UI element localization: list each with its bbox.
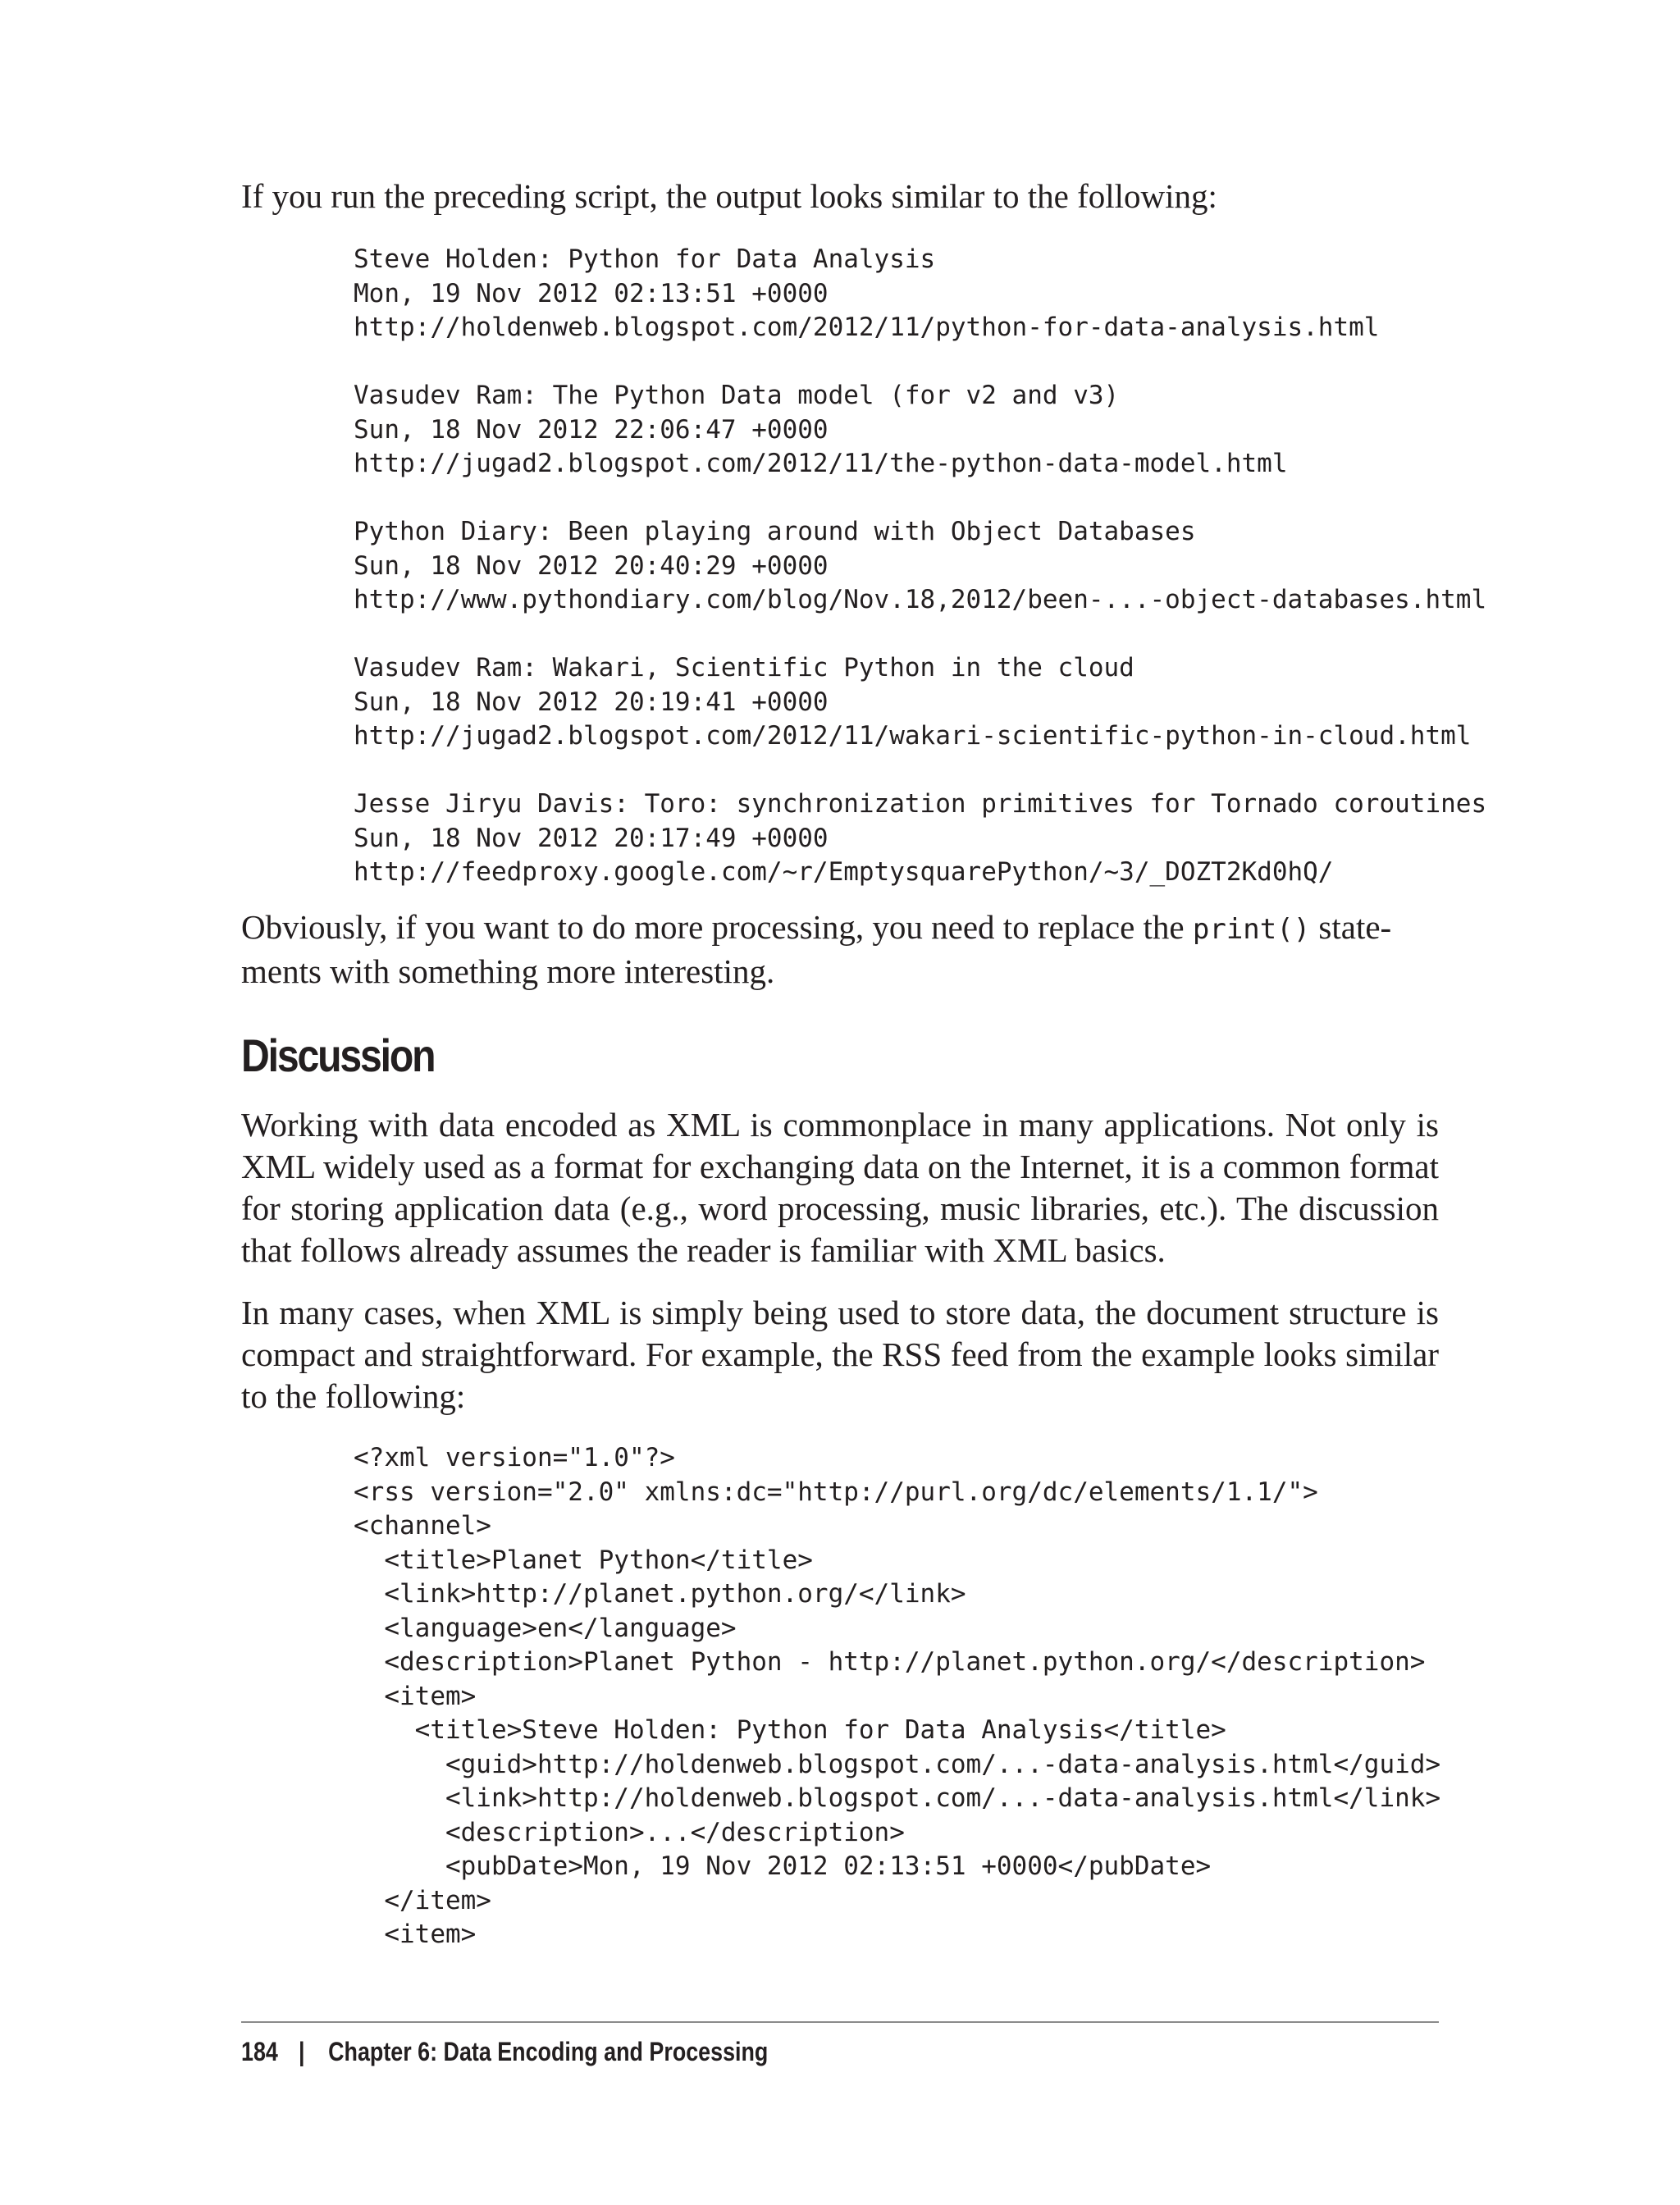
processing-text-before: Obviously, if you want to do more processing, you need to replace the: [241, 908, 1193, 946]
discussion-heading: Discussion: [241, 1029, 435, 1081]
xml-intro-paragraph: Working with data encoded as XML is commonplace in many applications. Not only is XML widely used as a format for exchanging data on the Internet, it is a common format for storing application data (e.g., word processing, music libraries, etc.). The discussion that follows already assumes the reader is familiar with XML basics.: [241, 1106, 1439, 1269]
chapter-title: Chapter 6: Data Encoding and Processing: [328, 2037, 769, 2066]
processing-paragraph: [241, 906, 1439, 993]
print-inline-code: print(): [1192, 913, 1311, 946]
rss-structure-paragraph: In many cases, when XML is simply being used to store data, the document structure is compact and straightforward. For example, the RSS feed from the example looks similar to the following:: [241, 1294, 1439, 1415]
rss-xml-code-block: <?xml version="1.0"?> <rss version="2.0" xmlns:dc="http://purl.org/dc/elements/1.1/"> <channel> <title>Planet Python</title> <link>http://planet.python.org/</link> <language>en</language> <description>Planet Python - http://planet.python.org/</description> <item> <title>Steve Holden: Python for Data Analysis</title> <guid>http://holdenweb.blogspot.com/...-data-analysis.html</guid> <link>http://holdenweb.blogspot.com/...-data-analysis.html</link> <description>...</description> <pubDate>Mon, 19 Nov 2012 02:13:51 +0000</pubDate> </item> <item>: [354, 1443, 1441, 1949]
script-output-code-block: Steve Holden: Python for Data Analysis Mon, 19 Nov 2012 02:13:51 +0000 http://holdenweb.blogspot.com/2012/11/python-for-data-analysis.html Vasudev Ram: The Python Data model (for v2 and v3) Sun, 18 Nov 2012 22:06:47 +0000 http://jugad2.blogspot.com/2012/11/the-python-data-model.html Python Diary: Been playing around with Object Databases Sun, 18 Nov 2012 20:40:29 +0000 http://www.pythondiary.com/blog/Nov.18,2012/been-...-object-databases.html Vasudev Ram: Wakari, Scientific Python in the cloud Sun, 18 Nov 2012 20:19:41 +0000 http://jugad2.blogspot.com/2012/11/wakari-scientific-python-in-cloud.html Jesse Jiryu Davis: Toro: synchronization primitives for Tornado coroutines Sun, 18 Nov 2012 20:17:49 +0000 http://feedproxy.google.com/~r/EmptysquarePython/~3/_DOZT2Kd0hQ/: [354, 244, 1487, 887]
footer-separator: |: [299, 2037, 305, 2066]
processing-text-after: state-ments with something more interesting.: [241, 908, 1392, 990]
page-number: 184: [241, 2037, 278, 2066]
intro-paragraph: If you run the preceding script, the output looks similar to the following:: [241, 177, 1217, 215]
page-footer: [241, 2034, 768, 2069]
footer-divider: [241, 2021, 1439, 2023]
